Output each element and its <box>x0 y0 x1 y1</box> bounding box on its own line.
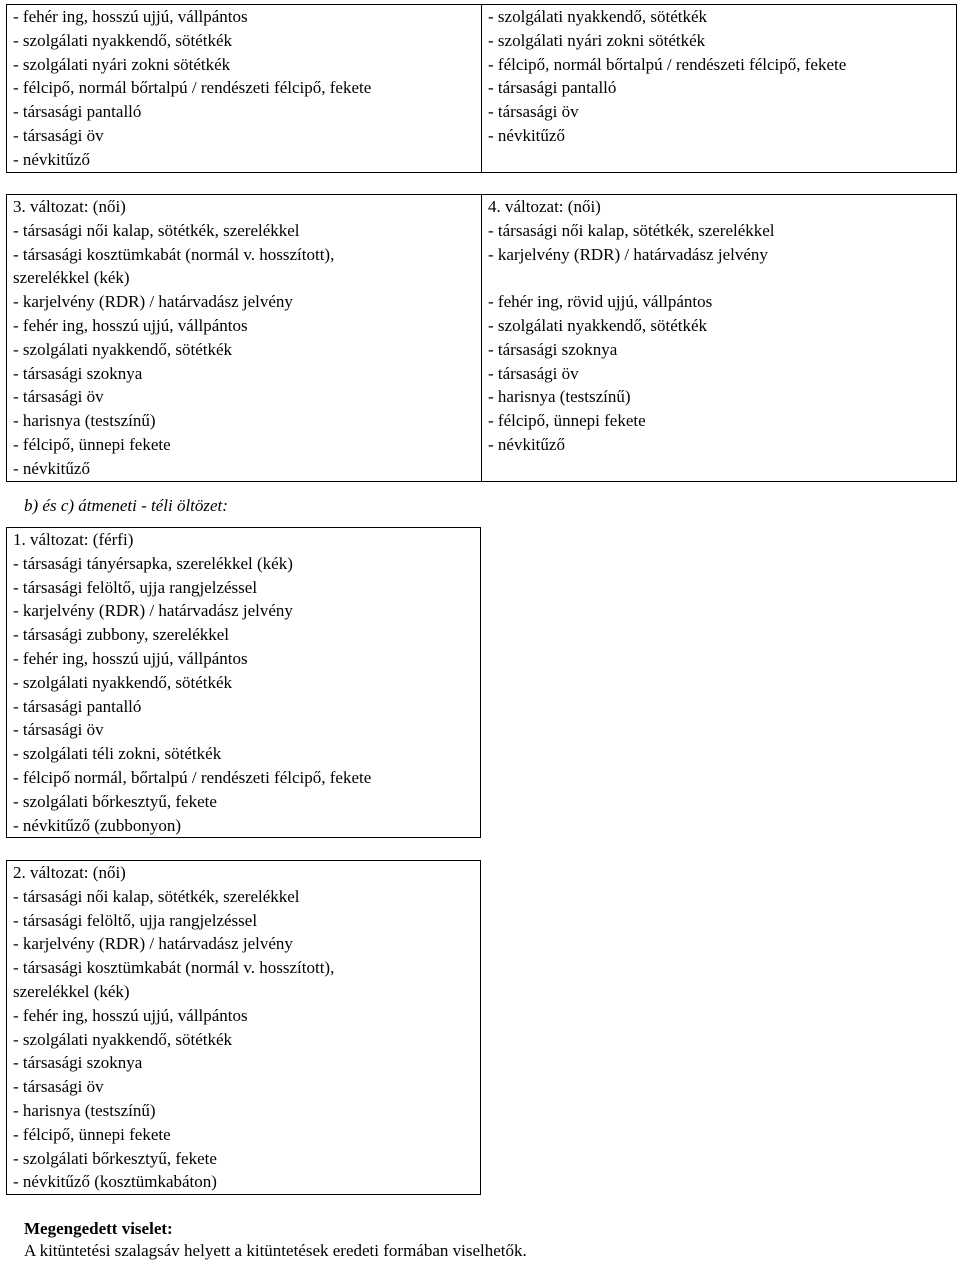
list-item: - névkitűző (kosztümkabáton) <box>13 1172 217 1192</box>
list-item: - névkitűző <box>13 458 90 478</box>
list-item: - szolgálati nyakkendő, sötétkék <box>488 315 708 335</box>
list-item: - társasági kosztümkabát (normál v. hosszított), <box>13 244 335 264</box>
list-item: - társasági öv <box>13 720 104 740</box>
list-item: - társasági női kalap, sötétkék, szerelékkel <box>488 220 775 240</box>
variant-4-cell <box>482 195 957 482</box>
list-item: - félcipő, ünnepi fekete <box>488 411 646 431</box>
list-item: - félcipő normál, bőrtalpú / rendészeti félcipő, fekete <box>13 767 372 787</box>
list-item: - társasági öv <box>13 125 104 145</box>
list-item: - társasági női kalap, sötétkék, szerelékkel <box>13 220 300 240</box>
uniform-table-variant-1 <box>6 527 481 838</box>
list-item: - szolgálati nyári zokni sötétkék <box>13 54 231 74</box>
list-item: - szolgálati nyakkendő, sötétkék <box>13 30 233 50</box>
list-item: - félcipő, normál bőrtalpú / rendészeti félcipő, fekete <box>488 54 847 74</box>
list-item: - szolgálati bőrkesztyű, fekete <box>13 1148 217 1168</box>
list-item: - fehér ing, hosszú ujjú, vállpántos <box>13 7 248 26</box>
list-item: - szolgálati bőrkesztyű, fekete <box>13 791 217 811</box>
list-item: - félcipő, ünnepi fekete <box>13 434 171 454</box>
uniform-table-top <box>6 4 957 173</box>
list-item: - harisnya (testszínű) <box>13 411 156 431</box>
list-item: - karjelvény (RDR) / határvadász jelvény <box>13 934 293 954</box>
list-item: - karjelvény (RDR) / határvadász jelvény <box>13 292 293 312</box>
list-item: - harisnya (testszínű) <box>13 1100 156 1120</box>
list-item: - társasági felöltő, ujja rangjelzéssel <box>13 577 258 597</box>
list-item: - társasági pantalló <box>13 696 142 716</box>
list-item: - szolgálati nyakkendő, sötétkék <box>488 7 708 26</box>
list-item: - fehér ing, hosszú ujjú, vállpántos <box>13 315 248 335</box>
list-item: - karjelvény (RDR) / határvadász jelvény <box>13 601 293 621</box>
list-item: - karjelvény (RDR) / határvadász jelvény <box>488 244 768 264</box>
list-item: - társasági tányérsapka, szerelékkel (kék) <box>13 553 293 573</box>
list-item: - társasági öv <box>13 387 104 407</box>
footer-heading: Megengedett viselet: <box>24 1219 173 1238</box>
variant-title: 2. változat: (női) <box>13 863 126 882</box>
variant-3-cell <box>7 195 482 482</box>
list-item: - szolgálati nyakkendő, sötétkék <box>13 672 233 692</box>
list-item: - társasági öv <box>13 1077 104 1097</box>
list-item: - névkitűző <box>488 434 565 454</box>
list-item: - társasági szoknya <box>13 1053 143 1073</box>
list-item: szerelékkel (kék) <box>13 268 130 288</box>
list-item: - névkitűző <box>488 125 565 145</box>
list-item: - társasági felöltő, ujja rangjelzéssel <box>13 910 258 930</box>
variant-title: 1. változat: (férfi) <box>13 530 134 549</box>
list-item: - társasági öv <box>488 363 579 383</box>
list-item: - társasági pantalló <box>488 78 617 98</box>
list-item: - félcipő, normál bőrtalpú / rendészeti félcipő, fekete <box>13 78 372 98</box>
list-item: - társasági kosztümkabát (normál v. hosszított), <box>13 958 335 978</box>
list-item: - társasági zubbony, szerelékkel <box>13 625 230 645</box>
uniform-table-top-right <box>482 5 957 173</box>
list-item: - társasági öv <box>488 102 579 122</box>
list-item: - társasági pantalló <box>13 102 142 122</box>
list-item: - fehér ing, hosszú ujjú, vállpántos <box>13 648 248 668</box>
list-item: - társasági szoknya <box>488 339 618 359</box>
list-item: - névkitűző (zubbonyon) <box>13 815 182 835</box>
list-item: - szolgálati nyári zokni sötétkék <box>488 30 706 50</box>
list-item: - névkitűző <box>13 149 90 169</box>
variant-title: 3. változat: (női) <box>13 197 126 216</box>
uniform-table-variants-3-4 <box>6 194 957 482</box>
uniform-table-top-left <box>7 5 482 173</box>
list-item: - szolgálati nyakkendő, sötétkék <box>13 339 233 359</box>
list-item: - társasági szoknya <box>13 363 143 383</box>
variant-2-cell <box>7 861 481 1195</box>
list-item: szerelékkel (kék) <box>13 981 130 1001</box>
list-item: - harisnya (testszínű) <box>488 387 631 407</box>
footer-text: A kitüntetési szalagsáv helyett a kitüntetések eredeti formában viselhetők. <box>24 1241 527 1260</box>
list-item: - félcipő, ünnepi fekete <box>13 1124 171 1144</box>
list-item: - szolgálati nyakkendő, sötétkék <box>13 1029 233 1049</box>
variant-1-cell <box>7 528 481 838</box>
list-item: - fehér ing, hosszú ujjú, vállpántos <box>13 1005 248 1025</box>
uniform-table-variant-2 <box>6 860 481 1195</box>
list-item: - fehér ing, rövid ujjú, vállpántos <box>488 292 713 312</box>
section-heading: b) és c) átmeneti - téli öltözet: <box>24 496 228 515</box>
list-item: - szolgálati téli zokni, sötétkék <box>13 744 222 764</box>
list-item-spacer <box>488 266 956 290</box>
list-item: - társasági női kalap, sötétkék, szerelékkel <box>13 886 300 906</box>
variant-title: 4. változat: (női) <box>488 197 601 216</box>
